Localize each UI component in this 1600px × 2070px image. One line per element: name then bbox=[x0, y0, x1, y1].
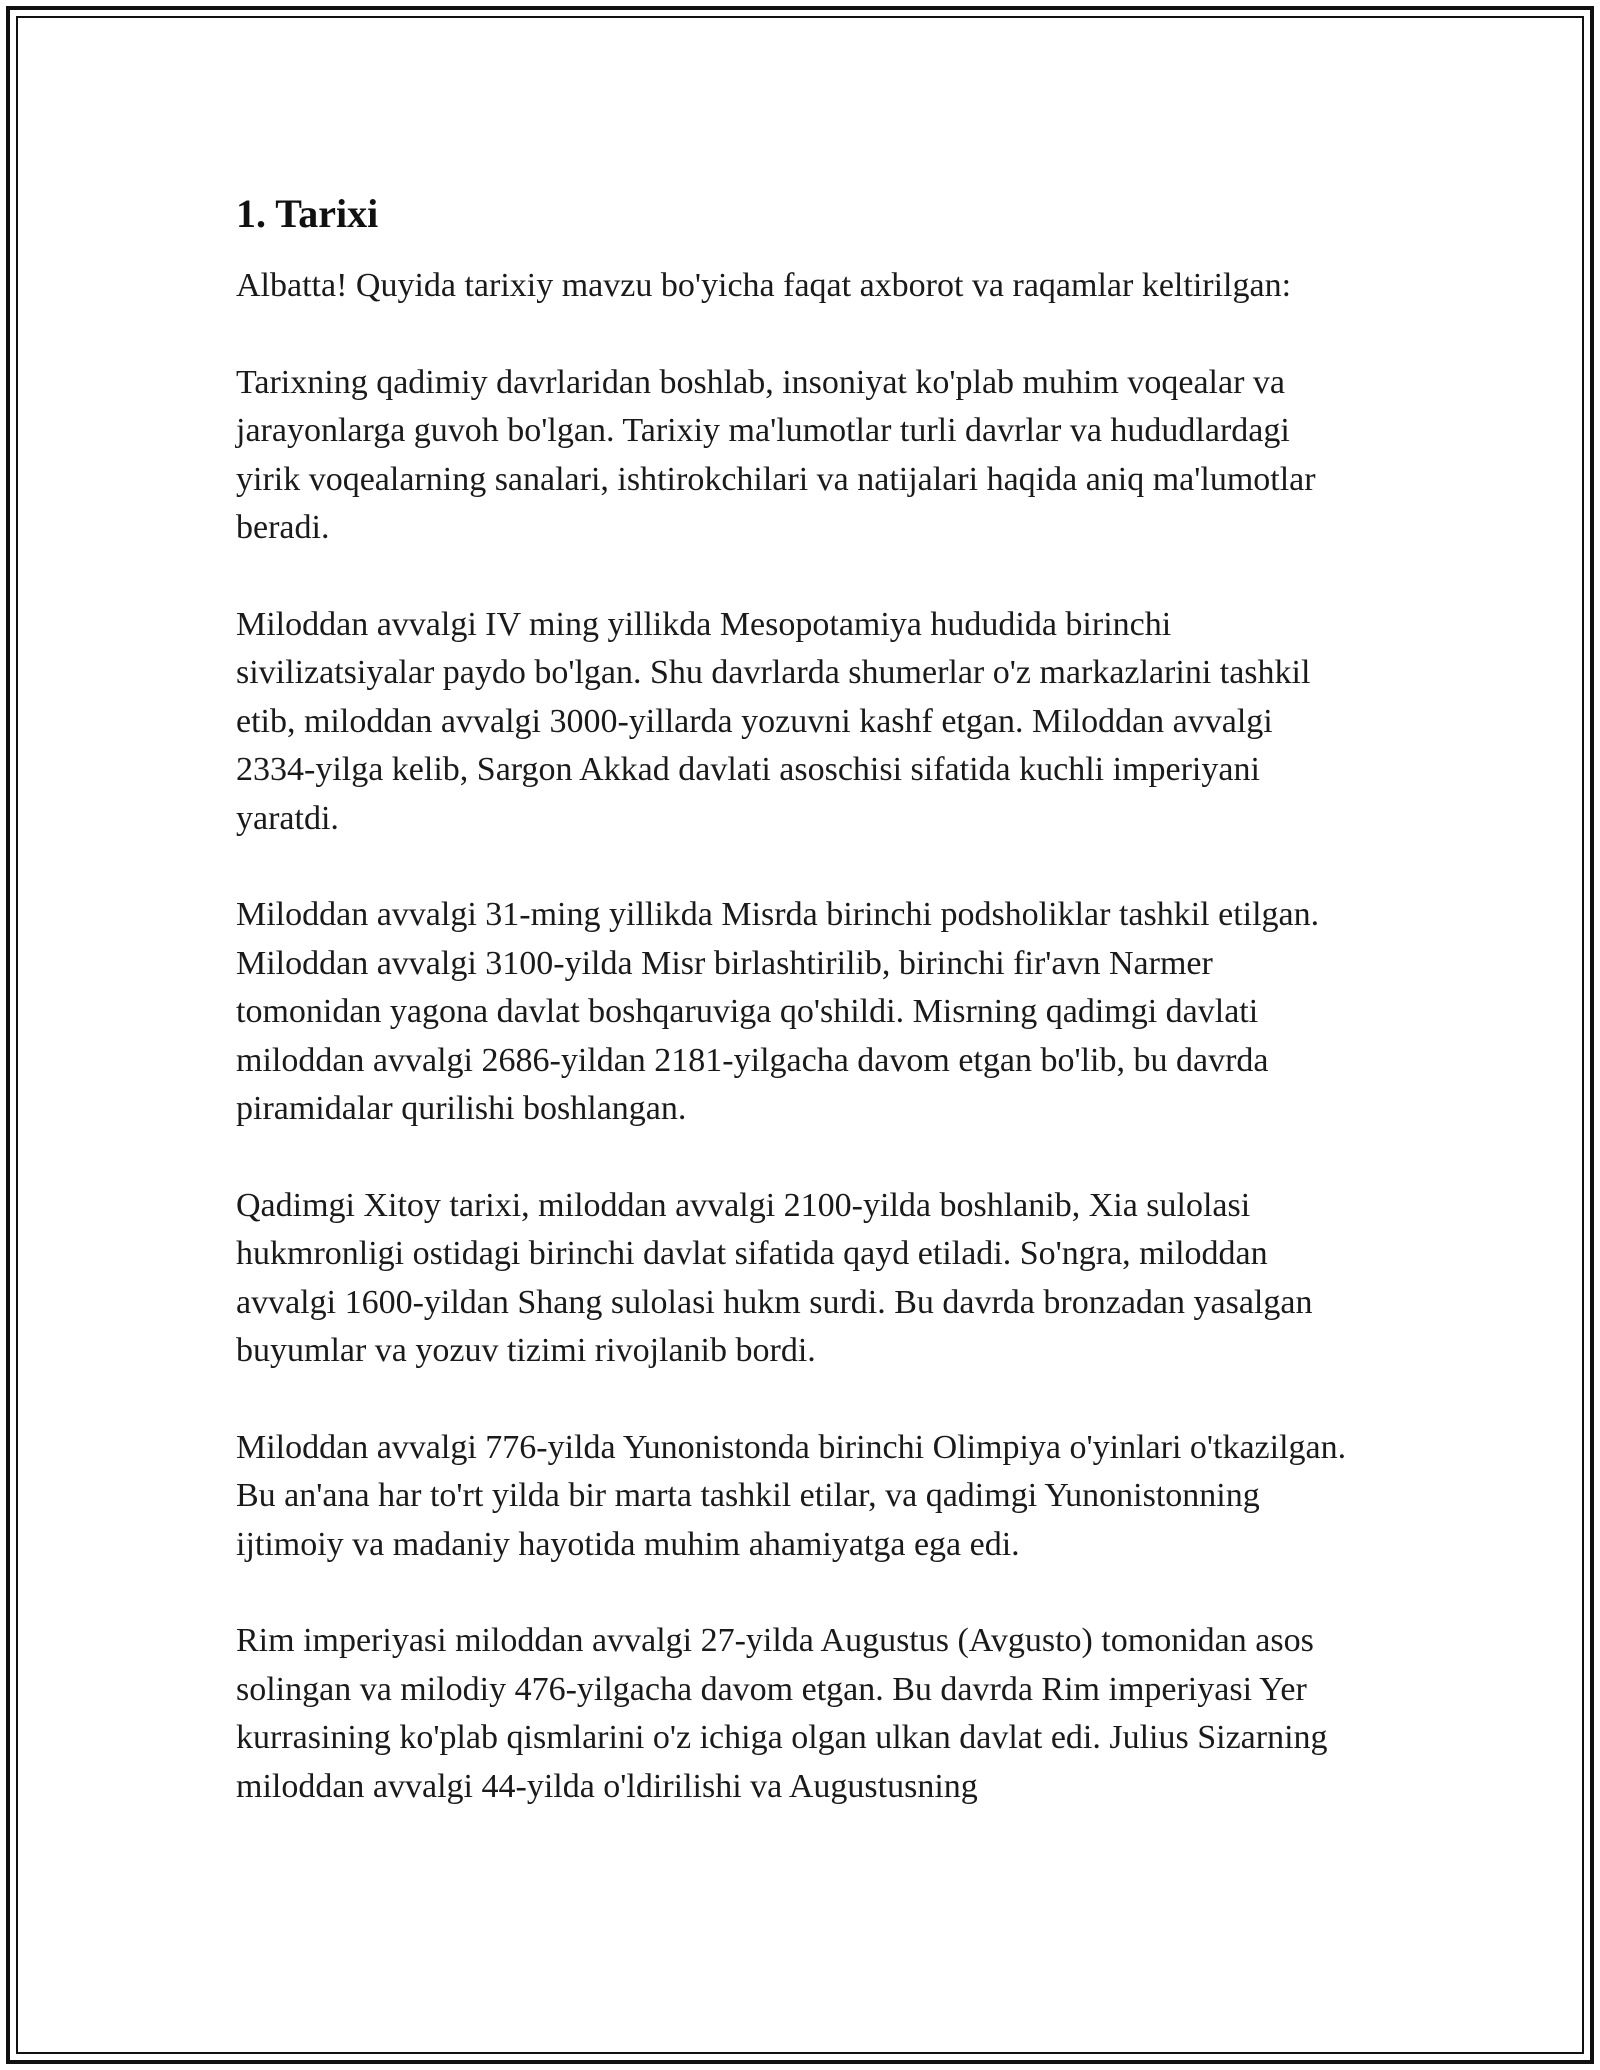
rome-paragraph: Rim imperiyasi miloddan avvalgi 27-yilda Augustus (Avgusto) tomonidan asos solingan va milodiy 476-yilgacha davom etgan. Bu davrda Rim imperiyasi Yer kurrasining ko'plab qismlarini o'z ichiga olgan ulkan davlat edi. Julius Sizarning miloddan avvalgi 44-yilda o'ldirilishi va Augustusning bbox=[236, 1622, 1328, 1805]
greece-olympics-paragraph: Miloddan avvalgi 776-yilda Yunonistonda birinchi Olimpiya o'yinlari o'tkazilgan. Bu an'ana har to'rt yilda bir marta tashkil etilar, va qadimgi Yunonistonning ijtimoiy va madaniy hayotida muhim ahamiyatga ega edi. bbox=[236, 1428, 1347, 1563]
mesopotamia-paragraph: Miloddan avvalgi IV ming yillikda Mesopotamiya hududida birinchi sivilizatsiyalar paydo bo'lgan. Shu davrlarda shumerlar o'z markazlarini tashkil etib, miloddan avvalgi 3000-yillarda yozuvni kashf etgan. Miloddan avvalgi 2334-yilga kelib, Sargon Akkad davlati asoschisi sifatida kuchli imperiyani yaratdi. bbox=[236, 605, 1311, 837]
china-paragraph: Qadimgi Xitoy tarixi, miloddan avvalgi 2100-yilda boshlanib, Xia sulolasi hukmronligi ostidagi birinchi davlat sifatida qayd etiladi. So'ngra, miloddan avvalgi 1600-yildan Shang sulolasi hukm surdi. Bu davrda bronzadan yasalgan buyumlar va yozuv tizimi rivojlanib bordi. bbox=[236, 1186, 1313, 1369]
section-heading: 1. Tarixi bbox=[236, 191, 379, 236]
history-overview-paragraph: Tarixning qadimiy davrlaridan boshlab, insoniyat ko'plab muhim voqealar va jarayonlarga guvoh bo'lgan. Tarixiy ma'lumotlar turli davrlar va hududlardagi yirik voqealarning sanalari, ishtirokchilari va natijalari haqida aniq ma'lumotlar beradi. bbox=[236, 363, 1316, 546]
document-body bbox=[236, 186, 1356, 1859]
egypt-paragraph: Miloddan avvalgi 31-ming yillikda Misrda birinchi podsholiklar tashkil etilgan. Miloddan avvalgi 3100-yilda Misr birlashtirilib, birinchi fir'avn Narmer tomonidan yagona davlat boshqaruviga qo'shildi. Misrning qadimgi davlati miloddan avvalgi 2686-yildan 2181-yilgacha davom etgan bo'lib, bu davrda piramidalar qurilishi boshlangan. bbox=[236, 896, 1320, 1127]
intro-paragraph: Albatta! Quyida tarixiy mavzu bo'yicha faqat axborot va raqamlar keltirilgan: bbox=[236, 267, 1292, 304]
